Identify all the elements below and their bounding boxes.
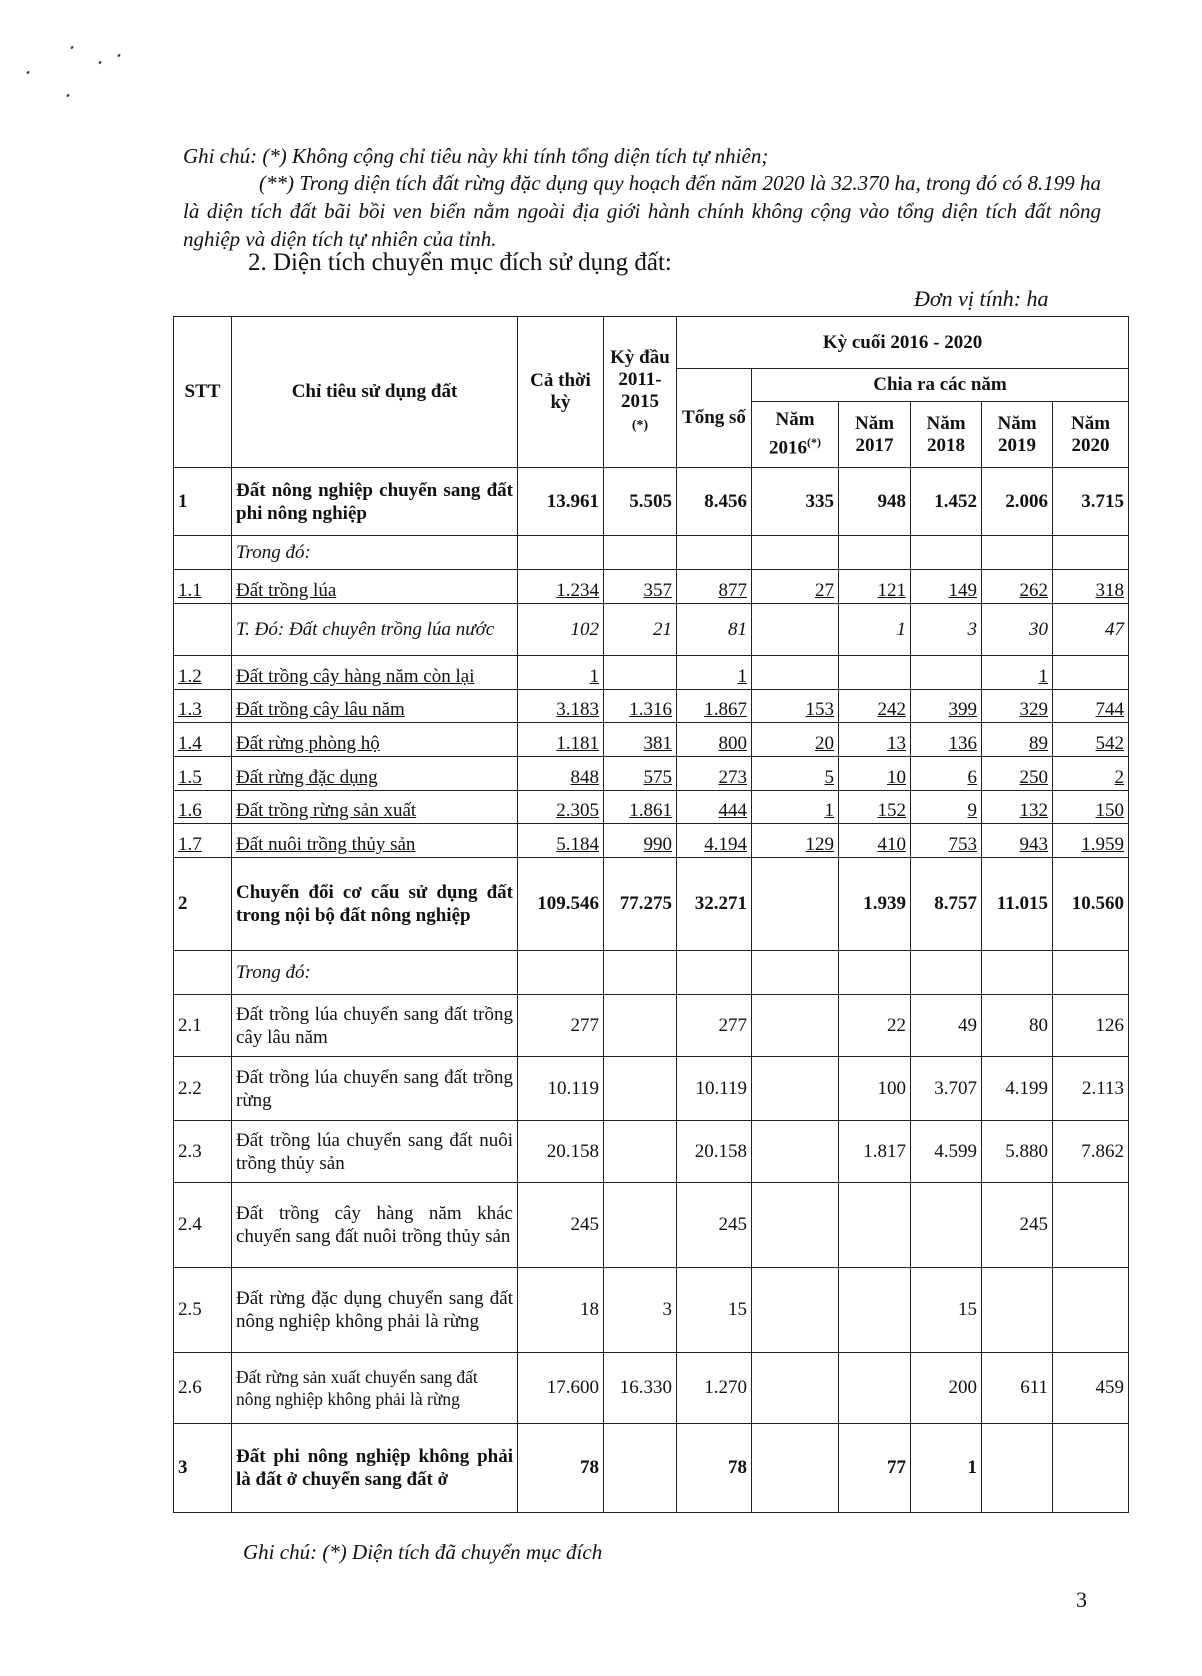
row-value <box>982 1424 1053 1513</box>
row-value <box>982 1268 1053 1353</box>
scan-speck <box>26 71 29 75</box>
row-value: 78 <box>518 1424 604 1513</box>
row-value <box>604 1424 677 1513</box>
row-value: 5 <box>752 757 839 791</box>
row-value: 1 <box>982 656 1053 690</box>
row-value <box>752 1353 839 1424</box>
row-value: 277 <box>518 995 604 1057</box>
row-indicator: Đất trồng lúa chuyển sang đất trồng cây lâu năm <box>232 995 518 1057</box>
header-year-2016: Năm 2016(*) <box>752 402 839 468</box>
header-whole-period: Cả thời kỳ <box>518 317 604 468</box>
header-indicator: Chỉ tiêu sử dụng đất <box>232 317 518 468</box>
row-value: 11.015 <box>982 858 1053 951</box>
row-value <box>604 951 677 995</box>
table-row <box>174 1057 1129 1121</box>
row-value <box>1053 1268 1129 1353</box>
table-row <box>174 791 1129 824</box>
row-indicator: Đất rừng sản xuất chuyển sang đất nông nghiệp không phải là rừng <box>232 1353 518 1424</box>
land-conversion-table <box>173 316 1129 1513</box>
row-value: 2.113 <box>1053 1057 1129 1121</box>
row-indicator: Chuyển đổi cơ cấu sử dụng đất trong nội bộ đất nông nghiệp <box>232 858 518 951</box>
row-value: 121 <box>839 570 911 604</box>
row-value <box>752 951 839 995</box>
row-value: 22 <box>839 995 911 1057</box>
row-value <box>518 536 604 570</box>
row-value <box>752 858 839 951</box>
row-value: 17.600 <box>518 1353 604 1424</box>
row-value: 200 <box>911 1353 982 1424</box>
row-value: 245 <box>518 1183 604 1268</box>
row-indicator: Đất trồng lúa chuyển sang đất trồng rừng <box>232 1057 518 1121</box>
header-last-period: Kỳ cuối 2016 - 2020 <box>677 317 1129 369</box>
row-value: 20.158 <box>677 1121 752 1183</box>
row-value: 77 <box>839 1424 911 1513</box>
row-value: 1.817 <box>839 1121 911 1183</box>
row-stt: 1.6 <box>174 791 232 824</box>
row-value <box>1053 1183 1129 1268</box>
row-value: 49 <box>911 995 982 1057</box>
row-value: 3 <box>604 1268 677 1353</box>
row-value: 542 <box>1053 723 1129 757</box>
row-value: 242 <box>839 690 911 723</box>
row-value: 990 <box>604 824 677 858</box>
row-stt <box>174 536 232 570</box>
row-indicator: Trong đó: <box>232 536 518 570</box>
row-indicator: Đất phi nông nghiệp không phải là đất ở chuyển sang đất ở <box>232 1424 518 1513</box>
row-value: 152 <box>839 791 911 824</box>
row-stt: 1.2 <box>174 656 232 690</box>
row-indicator: Đất nông nghiệp chuyển sang đất phi nông nghiệp <box>232 468 518 536</box>
row-indicator: Đất nuôi trồng thủy sản <box>232 824 518 858</box>
row-value <box>839 1268 911 1353</box>
row-value: 109.546 <box>518 858 604 951</box>
row-value: 89 <box>982 723 1053 757</box>
row-value: 5.505 <box>604 468 677 536</box>
header-first-period-label: Kỳ đầu 2011-2015 <box>610 347 670 412</box>
row-value: 32.271 <box>677 858 752 951</box>
row-value: 10.119 <box>677 1057 752 1121</box>
row-value: 1.959 <box>1053 824 1129 858</box>
row-value: 273 <box>677 757 752 791</box>
note-special-forest: (**) Trong diện tích đất rừng đặc dụng quy hoạch đến năm 2020 là 32.370 ha, trong đó có 8.199 ha là diện tích đất bãi bồi ven biển nằm ngoài địa giới hành chính không cộng vào tổng diện tích đất nông nghiệp và diện tích tự nhiên của tỉnh. <box>183 171 1101 251</box>
table-row <box>174 1353 1129 1424</box>
row-value <box>911 1183 982 1268</box>
row-value: 335 <box>752 468 839 536</box>
row-value: 10 <box>839 757 911 791</box>
row-value: 5.184 <box>518 824 604 858</box>
row-value: 1.234 <box>518 570 604 604</box>
row-value: 8.757 <box>911 858 982 951</box>
row-value: 948 <box>839 468 911 536</box>
row-value: 129 <box>752 824 839 858</box>
row-value: 30 <box>982 604 1053 656</box>
row-stt: 2.6 <box>174 1353 232 1424</box>
row-stt: 2 <box>174 858 232 951</box>
row-value: 444 <box>677 791 752 824</box>
table-row <box>174 858 1129 951</box>
table-row <box>174 757 1129 791</box>
table-row <box>174 951 1129 995</box>
row-value <box>752 1268 839 1353</box>
table-row <box>174 690 1129 723</box>
row-stt: 2.5 <box>174 1268 232 1353</box>
row-indicator: Đất trồng cây lâu năm <box>232 690 518 723</box>
row-value: 4.199 <box>982 1057 1053 1121</box>
row-value: 136 <box>911 723 982 757</box>
row-value: 262 <box>982 570 1053 604</box>
header-first-period <box>604 317 677 468</box>
row-value: 10.119 <box>518 1057 604 1121</box>
row-value: 77.275 <box>604 858 677 951</box>
row-value: 329 <box>982 690 1053 723</box>
row-indicator: Đất trồng lúa chuyển sang đất nuôi trồng thủy sản <box>232 1121 518 1183</box>
row-value <box>911 951 982 995</box>
row-value: 13 <box>839 723 911 757</box>
row-stt: 1.5 <box>174 757 232 791</box>
row-value: 1.867 <box>677 690 752 723</box>
row-value <box>839 1353 911 1424</box>
row-value: 1.316 <box>604 690 677 723</box>
row-stt: 2.3 <box>174 1121 232 1183</box>
row-value <box>839 951 911 995</box>
row-indicator: Trong đó: <box>232 951 518 995</box>
row-value: 4.194 <box>677 824 752 858</box>
row-value: 21 <box>604 604 677 656</box>
row-value: 2.305 <box>518 791 604 824</box>
row-value <box>982 951 1053 995</box>
table-row <box>174 1268 1129 1353</box>
header-year-2019: Năm 2019 <box>982 402 1053 468</box>
row-indicator: Đất rừng đặc dụng <box>232 757 518 791</box>
row-value: 78 <box>677 1424 752 1513</box>
row-value: 9 <box>911 791 982 824</box>
row-value <box>752 536 839 570</box>
row-value: 3 <box>911 604 982 656</box>
header-stt: STT <box>174 317 232 468</box>
row-value <box>911 536 982 570</box>
row-value: 132 <box>982 791 1053 824</box>
row-value: 15 <box>677 1268 752 1353</box>
row-value: 575 <box>604 757 677 791</box>
row-value: 47 <box>1053 604 1129 656</box>
row-indicator: T. Đó: Đất chuyên trồng lúa nước <box>232 604 518 656</box>
row-value: 81 <box>677 604 752 656</box>
row-value: 1.452 <box>911 468 982 536</box>
row-value: 318 <box>1053 570 1129 604</box>
row-value: 2.006 <box>982 468 1053 536</box>
row-value: 245 <box>982 1183 1053 1268</box>
row-value: 943 <box>982 824 1053 858</box>
section-title: 2. Diện tích chuyển mục đích sử dụng đất: <box>248 249 672 276</box>
row-value: 18 <box>518 1268 604 1353</box>
row-value <box>604 1121 677 1183</box>
row-stt: 2.4 <box>174 1183 232 1268</box>
row-value <box>839 536 911 570</box>
row-value: 1.939 <box>839 858 911 951</box>
row-value: 4.599 <box>911 1121 982 1183</box>
row-value: 7.862 <box>1053 1121 1129 1183</box>
row-stt <box>174 604 232 656</box>
row-value <box>752 1183 839 1268</box>
row-value: 1.861 <box>604 791 677 824</box>
row-value: 149 <box>911 570 982 604</box>
row-indicator: Đất rừng phòng hộ <box>232 723 518 757</box>
row-stt: 1.1 <box>174 570 232 604</box>
row-indicator: Đất rừng đặc dụng chuyển sang đất nông nghiệp không phải là rừng <box>232 1268 518 1353</box>
row-value: 744 <box>1053 690 1129 723</box>
footnote: Ghi chú: (*) Diện tích đã chuyển mục đích <box>243 1540 603 1564</box>
row-stt: 3 <box>174 1424 232 1513</box>
table-row <box>174 1121 1129 1183</box>
header-year-2018: Năm 2018 <box>911 402 982 468</box>
row-indicator: Đất trồng rừng sản xuất <box>232 791 518 824</box>
row-value: 20 <box>752 723 839 757</box>
unit-label: Đơn vị tính: ha <box>914 286 1049 311</box>
table-row <box>174 536 1129 570</box>
row-value: 153 <box>752 690 839 723</box>
header-by-year: Chia ra các năm <box>752 369 1129 402</box>
row-value <box>911 656 982 690</box>
row-value: 3.183 <box>518 690 604 723</box>
row-value <box>677 536 752 570</box>
row-value: 16.330 <box>604 1353 677 1424</box>
table-row <box>174 1183 1129 1268</box>
table-row <box>174 468 1129 536</box>
row-value: 13.961 <box>518 468 604 536</box>
scan-speck <box>98 61 101 65</box>
row-value <box>839 1183 911 1268</box>
row-value <box>1053 951 1129 995</box>
table-row <box>174 570 1129 604</box>
row-value: 6 <box>911 757 982 791</box>
row-value: 277 <box>677 995 752 1057</box>
row-value <box>752 1424 839 1513</box>
page-number: 3 <box>1076 1587 1087 1612</box>
row-value: 357 <box>604 570 677 604</box>
row-indicator: Đất trồng cây hàng năm khác chuyển sang đất nuôi trồng thủy sản <box>232 1183 518 1268</box>
row-value <box>1053 1424 1129 1513</box>
row-value: 10.560 <box>1053 858 1129 951</box>
row-stt: 1.3 <box>174 690 232 723</box>
row-value: 877 <box>677 570 752 604</box>
header-first-period-mark: (*) <box>631 418 649 433</box>
row-value: 1.270 <box>677 1353 752 1424</box>
header-total: Tổng số <box>677 369 752 468</box>
row-value: 1 <box>911 1424 982 1513</box>
row-value: 1.181 <box>518 723 604 757</box>
row-value <box>752 995 839 1057</box>
table-row <box>174 1424 1129 1513</box>
row-value <box>1053 536 1129 570</box>
row-stt <box>174 951 232 995</box>
row-value: 245 <box>677 1183 752 1268</box>
row-value: 102 <box>518 604 604 656</box>
row-value: 1 <box>677 656 752 690</box>
row-value: 800 <box>677 723 752 757</box>
row-stt: 1.4 <box>174 723 232 757</box>
row-value <box>677 951 752 995</box>
row-value: 27 <box>752 570 839 604</box>
row-stt: 2.2 <box>174 1057 232 1121</box>
scan-speck <box>117 54 120 58</box>
table-row <box>174 656 1129 690</box>
row-value <box>752 1057 839 1121</box>
row-value <box>752 656 839 690</box>
row-indicator: Đất trồng cây hàng năm còn lại <box>232 656 518 690</box>
row-value: 2 <box>1053 757 1129 791</box>
row-value: 20.158 <box>518 1121 604 1183</box>
table-row <box>174 995 1129 1057</box>
row-value: 8.456 <box>677 468 752 536</box>
row-stt: 1 <box>174 468 232 536</box>
note-exclude-total: Ghi chú: (*) Không cộng chỉ tiêu này khi tính tổng diện tích tự nhiên; <box>183 144 769 168</box>
table-row <box>174 723 1129 757</box>
table-row <box>174 824 1129 858</box>
table-row <box>174 604 1129 656</box>
row-value: 1 <box>752 791 839 824</box>
row-value <box>1053 656 1129 690</box>
header-year-2017: Năm 2017 <box>839 402 911 468</box>
row-value <box>604 1057 677 1121</box>
row-value: 15 <box>911 1268 982 1353</box>
row-value <box>604 656 677 690</box>
row-value <box>982 536 1053 570</box>
row-value: 150 <box>1053 791 1129 824</box>
row-value: 399 <box>911 690 982 723</box>
row-value: 1 <box>518 656 604 690</box>
row-value: 753 <box>911 824 982 858</box>
row-value: 611 <box>982 1353 1053 1424</box>
row-value: 848 <box>518 757 604 791</box>
row-value: 3.715 <box>1053 468 1129 536</box>
row-value <box>839 656 911 690</box>
row-value: 3.707 <box>911 1057 982 1121</box>
row-value <box>604 536 677 570</box>
row-value: 250 <box>982 757 1053 791</box>
row-value: 100 <box>839 1057 911 1121</box>
row-indicator: Đất trồng lúa <box>232 570 518 604</box>
row-value <box>604 995 677 1057</box>
row-value <box>752 604 839 656</box>
scan-speck <box>70 46 73 50</box>
row-value: 459 <box>1053 1353 1129 1424</box>
row-value: 80 <box>982 995 1053 1057</box>
row-value: 410 <box>839 824 911 858</box>
header-year-2020: Năm 2020 <box>1053 402 1129 468</box>
row-value <box>604 1183 677 1268</box>
row-value: 126 <box>1053 995 1129 1057</box>
row-value: 1 <box>839 604 911 656</box>
row-value <box>518 951 604 995</box>
scan-speck <box>66 94 69 98</box>
row-stt: 2.1 <box>174 995 232 1057</box>
row-value <box>752 1121 839 1183</box>
row-value: 5.880 <box>982 1121 1053 1183</box>
row-stt: 1.7 <box>174 824 232 858</box>
row-value: 381 <box>604 723 677 757</box>
